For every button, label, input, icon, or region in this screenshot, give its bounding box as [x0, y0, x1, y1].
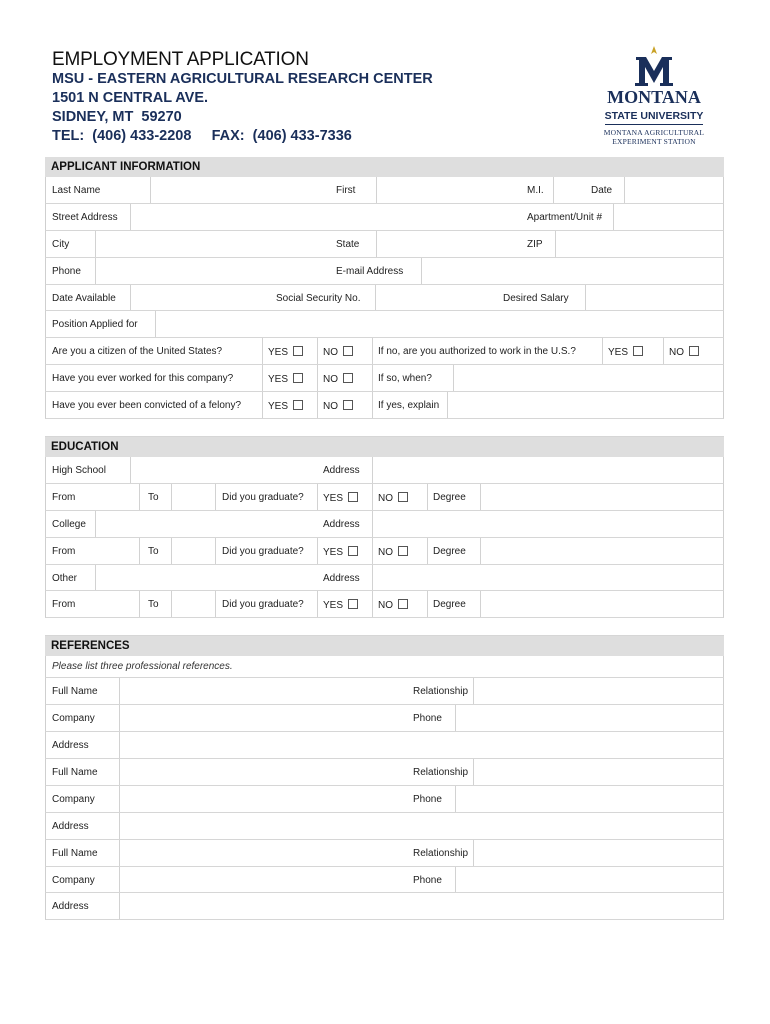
authorized-question: If no, are you authorized to work in the U.S.?: [378, 346, 576, 358]
college-label: College: [52, 518, 86, 530]
section-references: [45, 636, 724, 656]
checkbox-icon[interactable]: [398, 546, 408, 556]
email-field[interactable]: [421, 258, 723, 284]
felony-explain-field[interactable]: [447, 392, 723, 418]
first-name-label: First: [336, 185, 356, 196]
ref3-relationship-field[interactable]: [473, 840, 723, 866]
row-high-school: [45, 457, 724, 484]
authorized-no-option[interactable]: NO: [669, 346, 699, 358]
high-school-degree-field[interactable]: [480, 484, 723, 510]
ssn-label: Social Security No.: [276, 292, 361, 304]
last-name-field[interactable]: [150, 177, 331, 203]
apartment-field[interactable]: [613, 204, 723, 230]
row-ref1-company: [45, 705, 724, 732]
graduate-no-option[interactable]: NO: [378, 492, 408, 504]
phone-label: Phone: [413, 793, 442, 805]
college-field[interactable]: [95, 511, 316, 537]
address-label: Address: [52, 740, 89, 752]
checkbox-icon[interactable]: [348, 546, 358, 556]
row-street-address: [45, 204, 724, 231]
other-address-field[interactable]: [372, 565, 723, 591]
org-name: MSU - EASTERN AGRICULTURAL RESEARCH CENTER: [52, 71, 433, 87]
phone-label: Phone: [52, 265, 81, 277]
checkbox-icon[interactable]: [398, 492, 408, 502]
email-label: E-mail Address: [336, 265, 404, 277]
row-high-school-dates: [45, 484, 724, 511]
row-ref2-address: [45, 813, 724, 840]
logo-line-montana: MONTANA: [607, 87, 701, 107]
row-availability: [45, 285, 724, 312]
graduate-question: Did you graduate?: [222, 545, 304, 557]
graduate-no-option[interactable]: NO: [378, 599, 408, 611]
ref3-full-name-field[interactable]: [119, 840, 407, 866]
desired-salary-field[interactable]: [585, 285, 723, 311]
full-name-label: Full Name: [52, 847, 98, 859]
college-address-field[interactable]: [372, 511, 723, 537]
checkbox-icon[interactable]: [293, 373, 303, 383]
high-school-to-field[interactable]: [171, 484, 216, 510]
middle-initial-field[interactable]: [553, 177, 584, 203]
ref3-address-field[interactable]: [119, 893, 723, 919]
high-school-address-label: Address: [323, 465, 360, 477]
company-label: Company: [52, 874, 95, 886]
other-degree-field[interactable]: [480, 591, 723, 617]
row-ref2-name: [45, 759, 724, 786]
row-ref1-name: [45, 678, 724, 705]
ref1-phone-field[interactable]: [455, 705, 723, 731]
first-name-field[interactable]: [376, 177, 517, 203]
graduate-no-option[interactable]: NO: [378, 546, 408, 558]
other-school-field[interactable]: [95, 565, 316, 591]
authorized-yes-option[interactable]: YES: [608, 346, 643, 358]
state-label: State: [336, 238, 360, 250]
phone-field[interactable]: [95, 258, 331, 284]
checkbox-icon[interactable]: [343, 400, 353, 410]
ref3-company-field[interactable]: [119, 867, 407, 893]
section-education: [45, 437, 724, 457]
ref2-address-field[interactable]: [119, 813, 723, 839]
graduate-yes-option[interactable]: YES: [323, 599, 358, 611]
logo-line-state-university: STATE UNIVERSITY: [605, 110, 704, 125]
city-field[interactable]: [95, 231, 331, 257]
high-school-field[interactable]: [130, 457, 316, 483]
position-label: Position Applied for: [52, 319, 138, 331]
high-school-address-field[interactable]: [372, 457, 723, 483]
date-label: Date: [591, 185, 613, 196]
checkbox-icon[interactable]: [348, 599, 358, 609]
degree-label: Degree: [433, 599, 466, 611]
letterhead: [52, 50, 433, 146]
address-label: Address: [52, 901, 89, 913]
zip-field[interactable]: [555, 231, 723, 257]
org-contact: [52, 127, 433, 146]
college-address-label: Address: [323, 518, 360, 530]
row-college: [45, 511, 724, 538]
references-note: Please list three professional references.: [52, 661, 233, 673]
citizen-question: Are you a citizen of the United States?: [52, 346, 223, 358]
to-label: To: [148, 491, 159, 503]
spacer: [45, 419, 724, 437]
form-title: EMPLOYMENT APPLICATION: [52, 49, 309, 70]
logo-line-experiment-station: EXPERIMENT STATION: [612, 137, 696, 146]
checkbox-icon[interactable]: [398, 599, 408, 609]
citizen-no-option[interactable]: NO: [323, 346, 353, 358]
row-ref3-name: [45, 840, 724, 867]
checkbox-icon[interactable]: [633, 346, 643, 356]
felony-yes-option[interactable]: YES: [268, 400, 303, 412]
row-ref2-company: [45, 786, 724, 813]
org-city: SIDNEY, MT 59270: [52, 109, 182, 125]
college-to-field[interactable]: [171, 538, 216, 564]
degree-label: Degree: [433, 545, 466, 557]
ref3-phone-field[interactable]: [455, 867, 723, 893]
from-label: From: [52, 545, 76, 557]
org-tel: TEL: (406) 433-2208: [52, 128, 192, 144]
section-applicant-information: [45, 157, 724, 177]
section-title: EDUCATION: [51, 441, 119, 454]
msu-logo: [598, 45, 710, 146]
row-phone: [45, 258, 724, 285]
street-address-field[interactable]: [130, 204, 521, 230]
worked-no-option[interactable]: NO: [323, 373, 353, 385]
worked-yes-option[interactable]: YES: [268, 373, 303, 385]
checkbox-icon[interactable]: [343, 346, 353, 356]
from-label: From: [52, 491, 76, 503]
phone-label: Phone: [413, 713, 442, 725]
relationship-label: Relationship: [413, 686, 469, 698]
section-title: REFERENCES: [51, 640, 130, 653]
other-address-label: Address: [323, 572, 360, 584]
checkbox-icon[interactable]: [348, 492, 358, 502]
ref1-full-name-field[interactable]: [119, 678, 407, 704]
ref1-relationship-field[interactable]: [473, 678, 723, 704]
application-form: [45, 157, 724, 920]
degree-label: Degree: [433, 491, 466, 503]
middle-initial-label: M.I.: [527, 185, 544, 196]
street-address-label: Street Address: [52, 211, 118, 223]
ref2-relationship-field[interactable]: [473, 759, 723, 785]
date-available-field[interactable]: [130, 285, 271, 311]
apartment-label: Apartment/Unit #: [527, 211, 603, 223]
date-field[interactable]: [624, 177, 723, 203]
ref1-address-field[interactable]: [119, 732, 723, 758]
row-college-dates: [45, 538, 724, 565]
row-city: [45, 231, 724, 258]
row-name: [45, 177, 724, 204]
desired-salary-label: Desired Salary: [503, 292, 569, 304]
checkbox-icon[interactable]: [343, 373, 353, 383]
row-citizen: [45, 338, 724, 365]
to-label: To: [148, 545, 159, 557]
ssn-field[interactable]: [375, 285, 496, 311]
row-other: [45, 565, 724, 592]
full-name-label: Full Name: [52, 686, 98, 698]
zip-label: ZIP: [527, 238, 543, 250]
spacer: [45, 618, 724, 636]
felony-explain-label: If yes, explain: [378, 400, 440, 412]
worked-question: Have you ever worked for this company?: [52, 373, 234, 385]
ref1-company-field[interactable]: [119, 705, 407, 731]
references-note-row: [45, 656, 724, 678]
company-label: Company: [52, 793, 95, 805]
graduate-yes-option[interactable]: YES: [323, 492, 358, 504]
row-other-dates: [45, 591, 724, 618]
checkbox-icon[interactable]: [293, 346, 303, 356]
msu-m-logo-icon: [630, 45, 678, 87]
felony-question: Have you ever been convicted of a felony?: [52, 400, 242, 412]
graduate-question: Did you graduate?: [222, 599, 304, 611]
full-name-label: Full Name: [52, 767, 98, 779]
row-ref3-address: [45, 893, 724, 920]
row-ref3-company: [45, 867, 724, 894]
row-position: [45, 311, 724, 338]
relationship-label: Relationship: [413, 847, 469, 859]
section-title: APPLICANT INFORMATION: [51, 161, 201, 173]
row-ref1-address: [45, 732, 724, 759]
date-available-label: Date Available: [52, 292, 116, 304]
ref2-company-field[interactable]: [119, 786, 407, 812]
relationship-label: Relationship: [413, 767, 469, 779]
address-label: Address: [52, 820, 89, 832]
to-label: To: [148, 599, 159, 611]
org-street: 1501 N CENTRAL AVE.: [52, 90, 209, 106]
from-label: From: [52, 599, 76, 611]
felony-no-option[interactable]: NO: [323, 400, 353, 412]
last-name-label: Last Name: [52, 185, 101, 196]
position-field[interactable]: [155, 311, 723, 337]
row-worked-before: [45, 365, 724, 392]
row-felony: [45, 392, 724, 419]
checkbox-icon[interactable]: [293, 400, 303, 410]
ref2-full-name-field[interactable]: [119, 759, 407, 785]
high-school-label: High School: [52, 465, 106, 477]
phone-label: Phone: [413, 874, 442, 886]
ref2-phone-field[interactable]: [455, 786, 723, 812]
worked-when-field[interactable]: [453, 365, 723, 391]
city-label: City: [52, 238, 70, 250]
graduate-yes-option[interactable]: YES: [323, 546, 358, 558]
graduate-question: Did you graduate?: [222, 491, 304, 503]
logo-line-agricultural: MONTANA AGRICULTURAL: [603, 128, 705, 137]
company-label: Company: [52, 713, 95, 725]
worked-when-label: If so, when?: [378, 373, 432, 385]
citizen-yes-option[interactable]: YES: [268, 346, 303, 358]
other-to-field[interactable]: [171, 591, 216, 617]
college-degree-field[interactable]: [480, 538, 723, 564]
org-fax: FAX: (406) 433-7336: [211, 128, 352, 144]
other-label: Other: [52, 572, 78, 584]
checkbox-icon[interactable]: [689, 346, 699, 356]
state-field[interactable]: [376, 231, 517, 257]
